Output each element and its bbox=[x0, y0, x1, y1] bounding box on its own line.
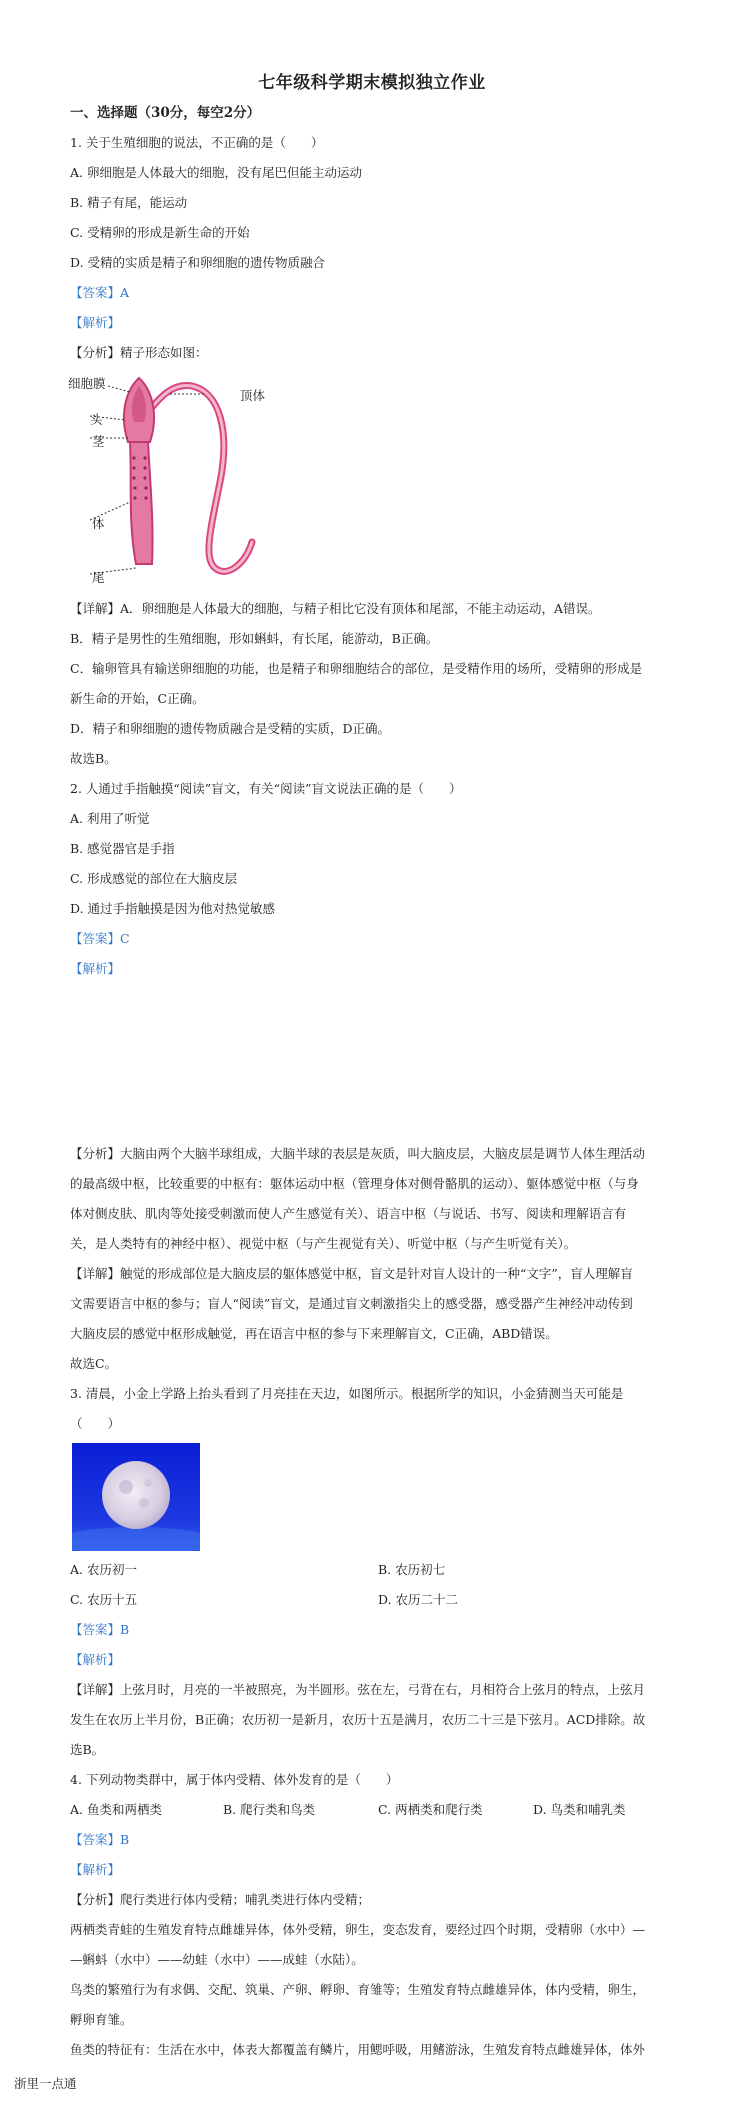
q4-answer: 【答案】B bbox=[70, 1832, 130, 1847]
q4-analysis-5: 孵卵育雏。 bbox=[70, 2012, 133, 2027]
q3-option-a: A. 农历初一 bbox=[70, 1562, 137, 1577]
q3-option-b: B. 农历初七 bbox=[378, 1562, 446, 1577]
q2-answer: 【答案】C bbox=[70, 931, 130, 946]
q2-detail-3: 大脑皮层的感觉中枢形成触觉，再在语言中枢的参与下来理解盲文，C正确，ABD错误。 bbox=[70, 1326, 558, 1341]
moon-image bbox=[72, 1443, 200, 1551]
fig-label-membrane: 细胞膜 bbox=[68, 376, 106, 391]
q2-detail-1: 【详解】触觉的形成部位是大脑皮层的躯体感觉中枢，盲文是针对盲人设计的一种“文字”，盲人理解盲 bbox=[70, 1266, 633, 1281]
q1-detail-2: B．精子是男性的生殖细胞，形如蝌蚪，有长尾，能游动，B正确。 bbox=[70, 631, 439, 646]
q4-option-b: B. 爬行类和鸟类 bbox=[223, 1802, 316, 1817]
q4-analysis-2: 两栖类青蛙的生殖发育特点雌雄异体，体外受精，卵生，变态发育，要经过四个时期，受精卵（水中）— bbox=[70, 1922, 646, 1937]
page-title: 七年级科学期末模拟独立作业 bbox=[258, 73, 486, 93]
q2-jiexi: 【解析】 bbox=[70, 961, 121, 976]
q4-stem: 4. 下列动物类群中，属于体内受精、体外发育的是（ ） bbox=[70, 1772, 399, 1787]
q1-answer: 【答案】A bbox=[70, 285, 130, 300]
q4-option-c: C. 两栖类和爬行类 bbox=[378, 1802, 483, 1817]
page-footer: 浙里一点通 bbox=[14, 2076, 77, 2091]
q2-conclusion: 故选C。 bbox=[70, 1356, 118, 1371]
q1-option-d: D. 受精的实质是精子和卵细胞的遗传物质融合 bbox=[70, 255, 326, 270]
q4-analysis-6: 鱼类的特征有：生活在水中，体表大都覆盖有鳞片，用鳃呼吸，用鳍游泳，生殖发育特点雌雄异体，体外 bbox=[70, 2042, 646, 2057]
q2-detail-2: 文需要语言中枢的参与；盲人“阅读”盲文，是通过盲文刺激指尖上的感受器，感受器产生神经冲动传到 bbox=[70, 1296, 633, 1311]
fig-label-acrosome: 顶体 bbox=[240, 388, 266, 403]
q2-option-d: D. 通过手指触摸是因为他对热觉敏感 bbox=[70, 901, 276, 916]
q1-option-c: C. 受精卵的形成是新生命的开始 bbox=[70, 225, 250, 240]
q2-analysis-3: 体对侧皮肤、肌肉等处接受刺激而使人产生感觉有关）、语言中枢（与说话、书写、阅读和理解语言有 bbox=[70, 1206, 627, 1221]
q2-stem: 2. 人通过手指触摸“阅读”盲文，有关“阅读”盲文说法正确的是（ ） bbox=[70, 781, 462, 796]
fig-label-head: 头 bbox=[90, 412, 103, 427]
q2-option-a: A. 利用了听觉 bbox=[70, 811, 150, 826]
q2-analysis-2: 的最高级中枢，比较重要的中枢有：躯体运动中枢（管理身体对侧骨骼肌的运动）、躯体感觉中枢（与身 bbox=[70, 1176, 639, 1191]
q2-option-c: C. 形成感觉的部位在大脑皮层 bbox=[70, 871, 238, 886]
q1-conclusion: 故选B。 bbox=[70, 751, 117, 766]
q3-answer: 【答案】B bbox=[70, 1622, 130, 1637]
q1-jiexi: 【解析】 bbox=[70, 315, 121, 330]
q4-analysis-3: —蝌蚪（水中）——幼蛙（水中）——成蛙（水陆）。 bbox=[70, 1952, 364, 1967]
fig-label-tail: 尾 bbox=[92, 570, 105, 585]
q2-option-b: B. 感觉器官是手指 bbox=[70, 841, 175, 856]
q3-detail-1: 【详解】上弦月时，月亮的一半被照亮，为半圆形。弦在左，弓背在右，月相符合上弦月的特点，上弦月 bbox=[70, 1682, 646, 1697]
q3-detail-2: 发生在农历上半月份，B正确；农历初一是新月，农历十五是满月，农历二十三是下弦月。ACD排除。故 bbox=[70, 1712, 646, 1727]
q4-option-d: D. 鸟类和哺乳类 bbox=[533, 1802, 626, 1817]
q1-option-b: B. 精子有尾，能运动 bbox=[70, 195, 188, 210]
q1-stem: 1. 关于生殖细胞的说法，不正确的是（ ） bbox=[70, 135, 324, 150]
q3-stem-1: 3. 清晨，小金上学路上抬头看到了月亮挂在天边，如图所示。根据所学的知识，小金猜测当天可能是 bbox=[70, 1386, 624, 1401]
q2-analysis-4: 关，是人类特有的神经中枢）、视觉中枢（与产生视觉有关）、听觉中枢（与产生听觉有关）。 bbox=[70, 1236, 577, 1251]
q2-analysis-1: 【分析】大脑由两个大脑半球组成，大脑半球的表层是灰质，叫大脑皮层，大脑皮层是调节人体生理活动 bbox=[70, 1146, 646, 1161]
q4-jiexi: 【解析】 bbox=[70, 1862, 121, 1877]
q4-analysis-1: 【分析】爬行类进行体内受精；哺乳类进行体内受精； bbox=[70, 1892, 371, 1907]
q4-analysis-4: 鸟类的繁殖行为有求偶、交配、筑巢、产卵、孵卵、育雏等；生殖发育特点雌雄异体，体内受精，卵生， bbox=[70, 1982, 646, 1997]
q1-detail-3a: C．输卵管具有输送卵细胞的功能，也是精子和卵细胞结合的部位，是受精作用的场所，受精卵的形成是 bbox=[70, 661, 643, 676]
q3-option-d: D. 农历二十二 bbox=[378, 1592, 459, 1607]
q1-detail-3b: 新生命的开始，C正确。 bbox=[70, 691, 205, 706]
section-heading: 一、选择题（30分，每空2分） bbox=[70, 105, 261, 121]
q1-option-a: A. 卵细胞是人体最大的细胞，没有尾巴但能主动运动 bbox=[70, 165, 362, 180]
q3-option-c: C. 农历十五 bbox=[70, 1592, 138, 1607]
q3-stem-2: （ ） bbox=[70, 1416, 121, 1431]
fig-label-neck: 茎 bbox=[92, 434, 105, 449]
sperm-figure bbox=[70, 372, 290, 592]
q1-detail-1: 【详解】A．卵细胞是人体最大的细胞，与精子相比它没有顶体和尾部，不能主动运动，A错误。 bbox=[70, 601, 601, 616]
q3-jiexi: 【解析】 bbox=[70, 1652, 121, 1667]
q1-analysis: 【分析】精子形态如图： bbox=[70, 345, 208, 360]
fig-label-body: 体 bbox=[92, 516, 105, 531]
q4-option-a: A. 鱼类和两栖类 bbox=[70, 1802, 162, 1817]
q3-detail-3: 选B。 bbox=[70, 1742, 105, 1757]
q1-detail-4: D．精子和卵细胞的遗传物质融合是受精的实质，D正确。 bbox=[70, 721, 391, 736]
